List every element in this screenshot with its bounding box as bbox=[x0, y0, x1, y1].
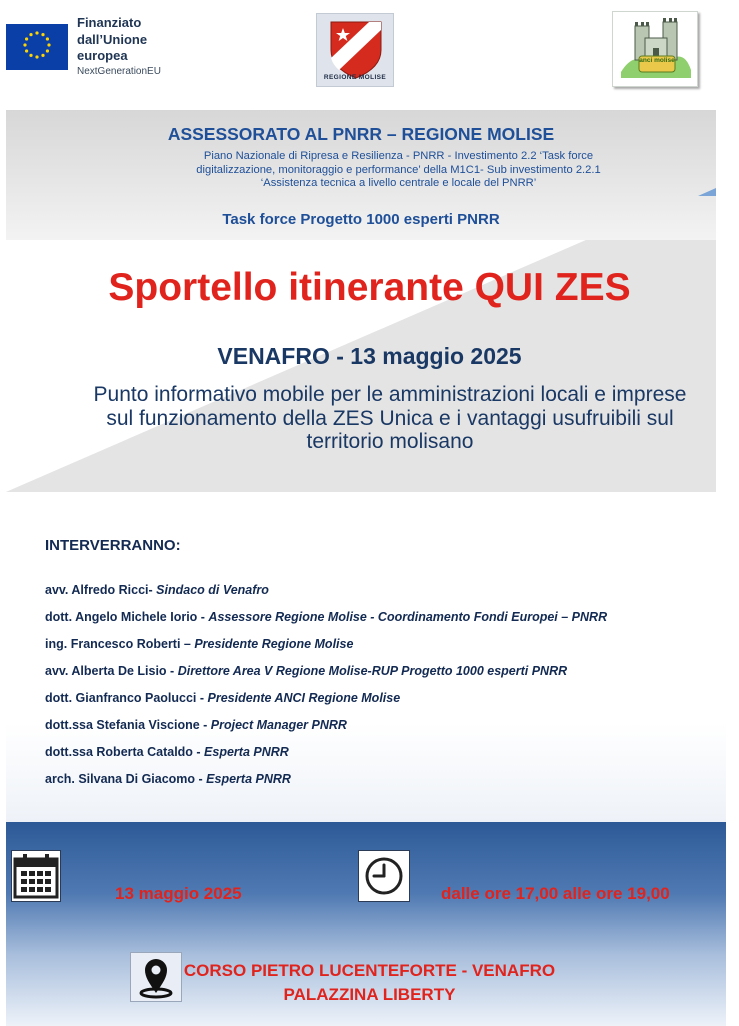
speaker-item bbox=[45, 691, 400, 705]
speaker-name: arch. Silvana Di Giacomo - bbox=[45, 772, 207, 786]
footer-time: dalle ore 17,00 alle ore 19,00 bbox=[441, 884, 670, 903]
eu-funding-text bbox=[77, 15, 196, 78]
speaker-item bbox=[45, 637, 353, 651]
address-line-1: CORSO PIETRO LUCENTEFORTE - VENAFRO bbox=[183, 961, 556, 980]
speaker-item bbox=[45, 745, 289, 759]
taskforce-subtitle: Task force Progetto 1000 esperti PNRR bbox=[222, 211, 500, 228]
eu-line3: NextGenerationEU bbox=[77, 66, 161, 78]
speaker-role: Sindaco di Venafro bbox=[156, 583, 269, 597]
speaker-role: Project Manager PNRR bbox=[210, 718, 347, 732]
footer-date: 13 maggio 2025 bbox=[115, 884, 242, 903]
speaker-item bbox=[45, 664, 567, 678]
eu-flag-icon bbox=[6, 24, 68, 70]
event-description: Punto informativo mobile per le amministrazioni locali e imprese sul funzionamento della ZES Unica e i vantaggi usufruibili sul territorio molisano bbox=[93, 383, 687, 453]
speakers-heading: INTERVERRANNO: bbox=[45, 537, 181, 554]
piano-description: Piano Nazionale di Ripresa e Resilienza - PNRR - Investimento 2.2 ‘Task force digitalizzazione, monitoraggio e performance’ della M1C1- Sub investimento 2.2.1 ‘Assistenza tecnica a livello centrale e locale del PNRR’ bbox=[196, 150, 601, 189]
eu-line2: dall’Unione europea bbox=[77, 31, 148, 63]
anci-molise-logo bbox=[612, 11, 698, 87]
speaker-role: Esperta PNRR bbox=[204, 745, 289, 759]
speaker-role: Direttore Area V Regione Molise-RUP Progetto 1000 esperti PNRR bbox=[177, 664, 568, 678]
calendar-icon bbox=[11, 850, 61, 902]
speaker-role: Presidente ANCI Regione Molise bbox=[207, 691, 401, 705]
speaker-role: Presidente Regione Molise bbox=[194, 637, 354, 651]
speaker-name: dott. Angelo Michele Iorio - bbox=[45, 610, 209, 624]
header-band bbox=[6, 110, 716, 240]
speaker-item bbox=[45, 610, 607, 624]
eu-funding-logo bbox=[6, 15, 196, 78]
eu-line1: Finanziato bbox=[77, 15, 142, 31]
speaker-item bbox=[45, 583, 269, 597]
regione-molise-logo bbox=[316, 13, 394, 87]
regione-molise-text: REGIONE MOLISE bbox=[323, 74, 387, 81]
speaker-item bbox=[45, 772, 291, 786]
event-place-date: VENAFRO - 13 maggio 2025 bbox=[217, 343, 522, 369]
speaker-name: avv. Alberta De Lisio - bbox=[45, 664, 178, 678]
corner-accent bbox=[698, 188, 716, 196]
speaker-name: avv. Alfredo Ricci- bbox=[45, 583, 157, 597]
speaker-item bbox=[45, 718, 347, 732]
speaker-role: Assessore Regione Molise - Coordinamento Fondi Europei – PNRR bbox=[208, 610, 608, 624]
speaker-name: ing. Francesco Roberti – bbox=[45, 637, 195, 651]
assessorato-title: ASSESSORATO AL PNRR – REGIONE MOLISE bbox=[167, 124, 555, 144]
event-title: Sportello itinerante QUI ZES bbox=[108, 266, 631, 309]
anci-logo-text: anci molise bbox=[639, 57, 675, 64]
speaker-name: dott.ssa Roberta Cataldo - bbox=[45, 745, 205, 759]
address-line-2: PALAZZINA LIBERTY bbox=[283, 985, 456, 1004]
speaker-name: dott.ssa Stefania Viscione - bbox=[45, 718, 211, 732]
clock-icon bbox=[358, 850, 410, 902]
speaker-role: Esperta PNRR bbox=[206, 772, 291, 786]
speaker-name: dott. Gianfranco Paolucci - bbox=[45, 691, 208, 705]
